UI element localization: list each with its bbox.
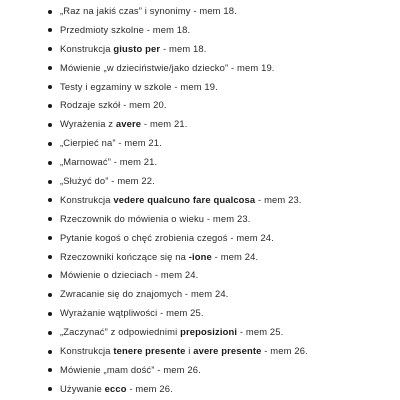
list-item [0, 172, 400, 191]
list-item-text: Testy i egzaminy w szkole - mem 19. [60, 80, 218, 92]
list-item-text: Rodzaje szkół - mem 20. [60, 99, 167, 111]
list-item [0, 304, 400, 323]
list-item-text: Konstrukcja [60, 345, 114, 357]
bullet-icon [48, 293, 52, 297]
list-item [0, 323, 400, 342]
list-item [0, 229, 400, 248]
list-item-text: „Marnować” - mem 21. [60, 156, 158, 168]
list-item-text: Mówienie „w dzieciństwie/jako dziecko” - mem 19. [60, 61, 275, 73]
bullet-icon [48, 350, 52, 354]
bullet-icon [48, 236, 52, 240]
list-item-text: Rzeczowniki kończące się na [60, 250, 189, 262]
list-item [0, 248, 400, 267]
bullet-icon [48, 274, 52, 278]
bullet-icon [48, 142, 52, 146]
list-item-text: Wyrażanie wątpliwości - mem 25. [60, 307, 204, 319]
list-item-text: „Cierpieć na” - mem 21. [60, 137, 162, 149]
list-item [0, 380, 400, 399]
list-item-text: Pytanie kogoś o chęć zrobienia czegoś - mem 24. [60, 231, 274, 243]
list-item-text: „Służyć do” - mem 22. [60, 175, 155, 187]
list-item-term: -ione [188, 250, 212, 262]
bullet-icon [48, 85, 52, 89]
bullet-icon [48, 217, 52, 221]
list-item-text: - mem 21. [141, 118, 188, 130]
list-item-text: - mem 23. [255, 193, 302, 205]
bullet-icon [48, 368, 52, 372]
bullet-icon [48, 255, 52, 259]
list-item [0, 59, 400, 78]
list-item-term: avere presente [193, 345, 262, 357]
bullet-icon [48, 123, 52, 127]
bullet-icon [48, 180, 52, 184]
list-item [0, 153, 400, 172]
list-item [0, 40, 400, 59]
list-item-text: - mem 26. [126, 382, 173, 394]
bullet-icon [48, 66, 52, 70]
list-item [0, 96, 400, 115]
bullet-icon [48, 331, 52, 335]
list-item-text: Konstrukcja [60, 42, 114, 54]
list-item [0, 361, 400, 380]
list-item-term: giusto per [113, 42, 161, 54]
list-item [0, 210, 400, 229]
list-item-term: preposizioni [180, 326, 238, 338]
list-item-text: Konstrukcja [60, 193, 114, 205]
list-item [0, 78, 400, 97]
list-item [0, 134, 400, 153]
list-item-text: Mówienie o dzieciach - mem 24. [60, 269, 199, 281]
list-item-term: vedere qualcuno fare qualcosa [113, 193, 256, 205]
list-item-text: - mem 24. [211, 250, 259, 262]
list-item [0, 285, 400, 304]
topic-list [0, 2, 400, 399]
list-item-text: Zwracanie się do znajomych - mem 24. [60, 288, 229, 300]
bullet-icon [48, 161, 52, 165]
list-item [0, 115, 400, 134]
list-item-term: ecco [104, 382, 127, 394]
list-item-text: - mem 26. [261, 345, 308, 357]
list-item-text: Rzeczownik do mówienia o wieku - mem 23. [60, 212, 251, 224]
list-item [0, 342, 400, 361]
list-item [0, 21, 400, 40]
bullet-icon [48, 312, 52, 316]
list-item-term: avere [115, 118, 142, 130]
list-item-text: Przedmioty szkolne - mem 18. [60, 23, 191, 35]
list-item-text: „Raz na jakiś czas” i synonimy - mem 18. [60, 5, 237, 16]
bullet-icon [48, 10, 52, 14]
list-item [0, 2, 400, 21]
list-item-term: tenere presente [113, 345, 186, 357]
list-item-text: - mem 25. [237, 326, 284, 338]
list-item-text: - mem 18. [160, 42, 207, 54]
bullet-icon [48, 47, 52, 51]
list-item [0, 266, 400, 285]
bullet-icon [48, 198, 52, 202]
list-item-text: Wyrażenia z [60, 118, 116, 130]
list-item [0, 191, 400, 210]
list-item-text: i [185, 345, 194, 357]
bullet-icon [48, 387, 52, 391]
bullet-icon [48, 104, 52, 108]
bullet-icon [48, 28, 52, 32]
list-item-text: Używanie [60, 382, 105, 394]
list-item-text: „Zaczynać” z odpowiednimi [60, 326, 181, 338]
list-item-text: Mówienie „mam dość” - mem 26. [60, 363, 201, 375]
